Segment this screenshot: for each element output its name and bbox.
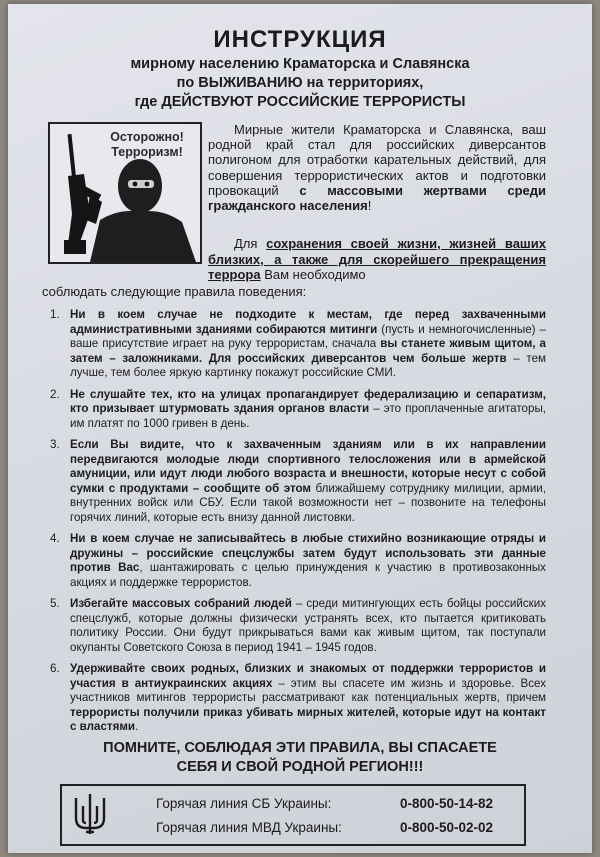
keep-safe-underline: сохранения своей жизни, жизней ваших близких, а также для скорейшего прекращения террора xyxy=(208,236,546,283)
intro-end: ! xyxy=(367,198,372,214)
remember-notice xyxy=(38,739,562,777)
page-title: ИНСТРУКЦИЯ xyxy=(213,26,387,53)
warning-caption: Осторожно! Терроризм! xyxy=(110,130,184,159)
rule-number: 4. xyxy=(50,532,60,545)
remember-line-2: СЕБЯ И СВОЙ РОДНОЙ РЕГИОН!!! xyxy=(176,759,424,775)
trident-icon xyxy=(72,792,108,836)
leaflet-sheet xyxy=(8,4,592,853)
rule-text: – это проплаченные агитаторы, им платят по 1000 гривен в день. xyxy=(70,402,546,430)
hotline-sbu-number: 0-800-50-14-82 xyxy=(400,796,494,811)
hotline-box xyxy=(60,784,526,846)
keep-safe-tail: Вам необходимо xyxy=(260,267,366,283)
subtitle-line-1: мирному населению Краматорска и Славянска xyxy=(130,56,470,72)
rule-item xyxy=(42,308,546,381)
intro-paragraph xyxy=(208,122,546,213)
hotline-mvd xyxy=(156,820,494,835)
rule-number: 3. xyxy=(50,438,60,451)
rule-item xyxy=(42,438,546,525)
keep-safe-lead: Для xyxy=(234,236,267,251)
rule-bold: Если Вы видите, что к захваченным зданиям или в их направлении передвигаются молодые люди спортивного телосложения или в армейской амуниции, или идут люди любого возраста и внешности, которые несут с собой сумки с продуктами – сообщите об этом xyxy=(70,438,546,495)
terrorist-photo xyxy=(48,122,202,264)
rule-number: 5. xyxy=(50,597,60,610)
rule-text: – тем лучше, тем более яркую картинку покажут российские СМИ. xyxy=(70,351,546,379)
rule-text: – среди митингующих есть бойцы российских спецслужб, которые должны физически устранять всех, кто пытается критиковать политику России. Они будут прикрываться вами как живым щитом, так поступали окупанты Советского Союза в период 1941 – 1945 годов. xyxy=(70,597,546,654)
hotline-sbu xyxy=(156,796,494,811)
intro-bold: с массовыми жертвами среди гражданского населения xyxy=(208,182,547,214)
intro-text: Мирные жители Краматорска и Славянска, ваш родной край стал для российских диверсантов полигоном для отработки карательных действий, для совершения террористических актов и подготовки провокаций xyxy=(208,122,546,198)
rule-bold: Не слушайте тех, кто на улицах пропагандирует федерализацию и сепаратизм, кто призывает штурмовать здания органов власти xyxy=(70,387,546,415)
rule-bold: Ни в коем случае не записывайтесь в любые стихийно возникающие отряды и дружины – российские спецслужбы затем будут использовать эти данные против Вас xyxy=(70,532,546,574)
subtitle-line-2: по ВЫЖИВАНИЮ на территориях, xyxy=(176,75,424,91)
rule-item xyxy=(42,532,546,590)
rule-text: – этим вы спасете им жизнь и здоровье. Всех участников митингов террористы рассматривают как потенциальных жертв, причем xyxy=(70,676,546,704)
rule-bold: Избегайте массовых собраний людей xyxy=(70,597,292,610)
keep-safe-paragraph xyxy=(208,236,546,283)
hotline-mvd-label: Горячая линия МВД Украины: xyxy=(156,820,342,835)
rule-bold: террористы получили приказ убивать мирных жителей, которые идут на контакт с властями xyxy=(70,705,546,733)
rule-bold: Ни в коем случае не подходите к местам, где перед захваченными административными зданиями собираются митинги xyxy=(70,308,546,336)
rule-text: , шантажировать с целью принуждения к участию в противозаконных акциях и поддержке террористов. xyxy=(70,561,546,589)
rule-text: ближайшему сотруднику милиции, армии, внутренних войск или СБУ. Если такой возможности нет – позвоните на телефоны горячих линий, которые есть внизу данной листовки. xyxy=(70,481,547,524)
rules-lead: соблюдать следующие правила поведения: xyxy=(42,284,307,299)
rule-number: 2. xyxy=(50,387,60,401)
rule-item xyxy=(42,388,546,432)
rule-item xyxy=(42,662,546,735)
rule-number: 6. xyxy=(50,662,60,675)
rule-text: . xyxy=(135,720,139,733)
subtitle-line-3: где ДЕЙСТВУЮТ РОССИЙСКИЕ ТЕРРОРИСТЫ xyxy=(134,94,466,110)
rule-bold: Удерживайте своих родных, близких и знакомых от поддержки террористов и участия в антиукраинских акциях xyxy=(70,662,546,690)
remember-line-1: ПОМНИТЕ, СОБЛЮДАЯ ЭТИ ПРАВИЛА, ВЫ СПАСАЕТЕ xyxy=(103,740,497,756)
rule-text: (пусть и немногочисленные) – ваше присутствие играет на руку террористам, сначала xyxy=(70,322,546,350)
hotline-mvd-number: 0-800-50-02-02 xyxy=(400,820,494,835)
hotline-sbu-label: Горячая линия СБ Украины: xyxy=(156,796,332,811)
rule-number: 1. xyxy=(50,308,60,321)
rule-bold: вы станете живым щитом, а затем – заложниками. Для российских диверсантов чем больше жертв xyxy=(70,337,546,365)
rules-list xyxy=(42,308,546,742)
rule-item xyxy=(42,597,546,655)
